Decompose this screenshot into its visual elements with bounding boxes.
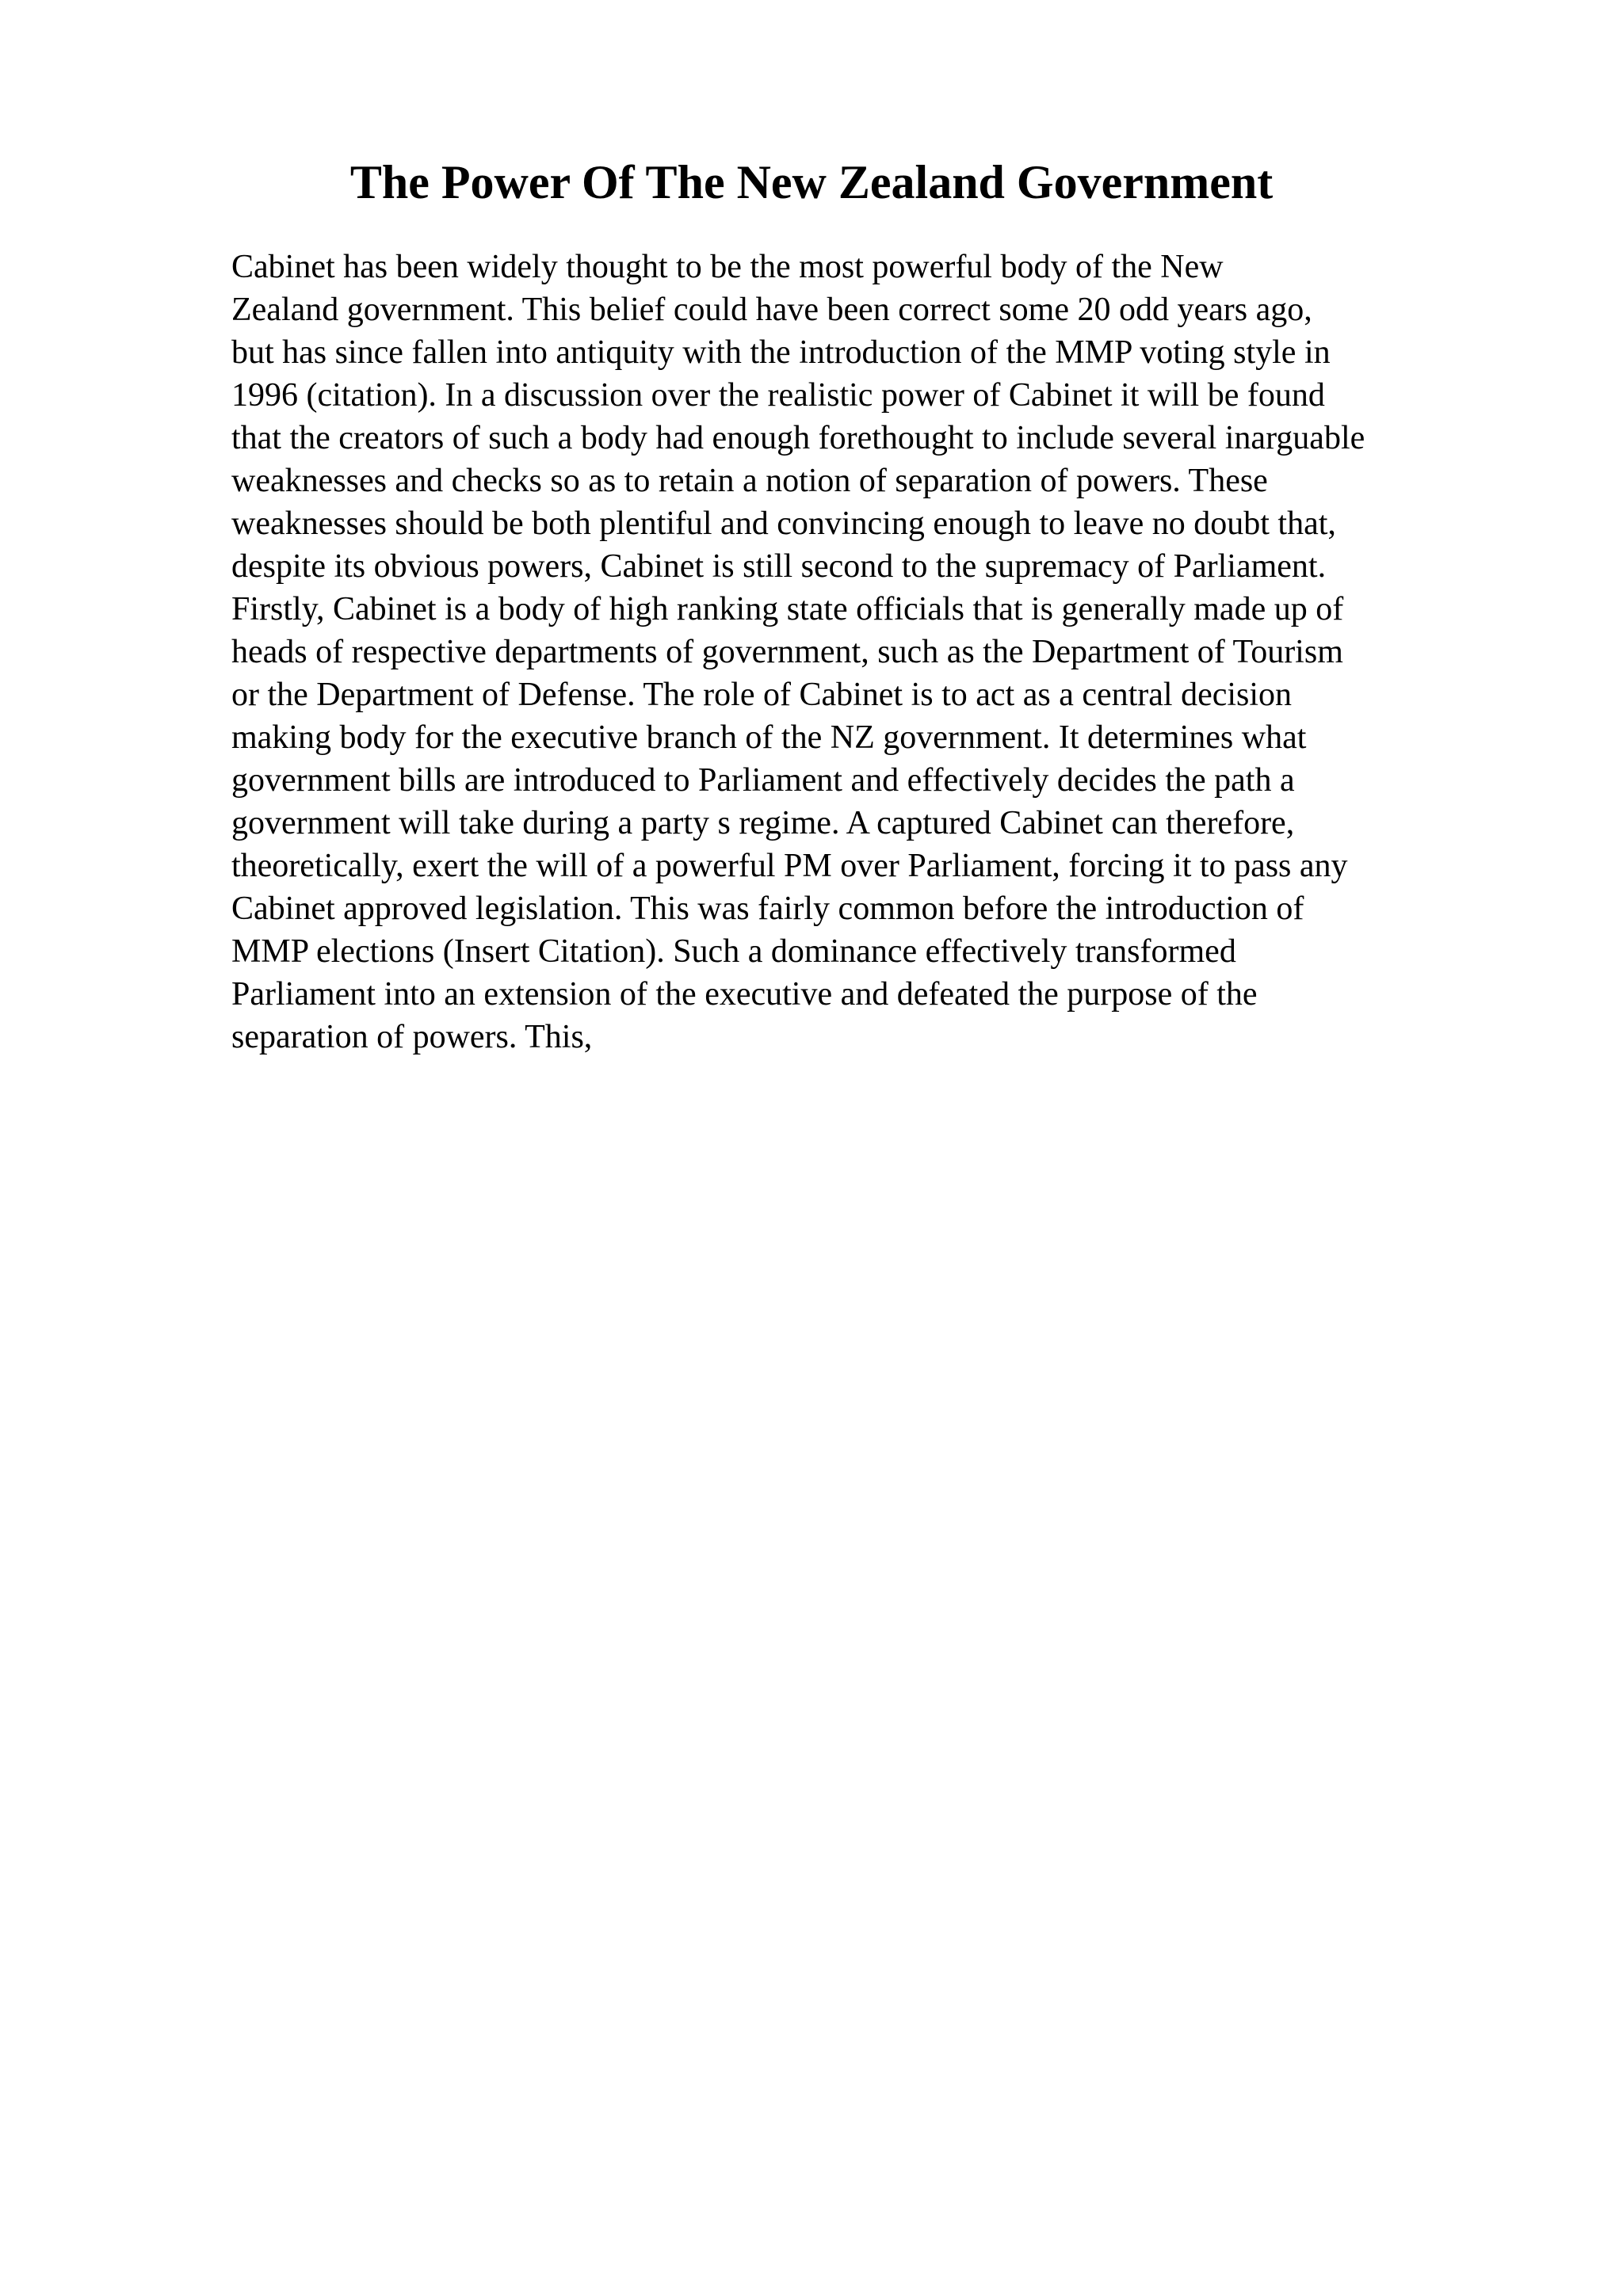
body-line: despite its obvious powers, Cabinet is still second to the supremacy of Parliament.: [231, 548, 1327, 585]
body-line: theoretically, exert the will of a powerful PM over Parliament, forcing it to pass any: [231, 848, 1348, 884]
body-line: or the Department of Defense. The role of Cabinet is to act as a central decision: [231, 677, 1293, 713]
body-line: 1996 (citation). In a discussion over the realistic power of Cabinet it will be found: [231, 377, 1325, 414]
body-line: Cabinet approved legislation. This was fairly common before the introduction of: [231, 891, 1304, 927]
body-line: separation of powers. This,: [231, 1019, 593, 1055]
body-line: government will take during a party s regime. A captured Cabinet can therefore,: [231, 805, 1295, 841]
document-body: [231, 246, 1579, 1058]
body-line: Zealand government. This belief could have been correct some 20 odd years ago,: [231, 292, 1312, 328]
body-line: weaknesses and checks so as to retain a notion of separation of powers. These: [231, 463, 1268, 499]
document-title: The Power Of The New Zealand Government: [349, 156, 1274, 208]
body-line: that the creators of such a body had enough forethought to include several inarguable: [231, 420, 1365, 456]
body-line: Parliament into an extension of the executive and defeated the purpose of the: [231, 976, 1258, 1013]
body-line: Firstly, Cabinet is a body of high ranking state officials that is generally made up of: [231, 591, 1344, 627]
body-line: making body for the executive branch of the NZ government. It determines what: [231, 719, 1307, 756]
body-line: weaknesses should be both plentiful and convincing enough to leave no doubt that,: [231, 505, 1336, 542]
body-line: heads of respective departments of government, such as the Department of Tourism: [231, 634, 1343, 670]
body-line: Cabinet has been widely thought to be the most powerful body of the New: [231, 249, 1224, 285]
body-line: MMP elections (Insert Citation). Such a dominance effectively transformed: [231, 933, 1236, 970]
body-line: government bills are introduced to Parliament and effectively decides the path a: [231, 762, 1295, 799]
body-line: but has since fallen into antiquity with the introduction of the MMP voting style in: [231, 334, 1331, 371]
